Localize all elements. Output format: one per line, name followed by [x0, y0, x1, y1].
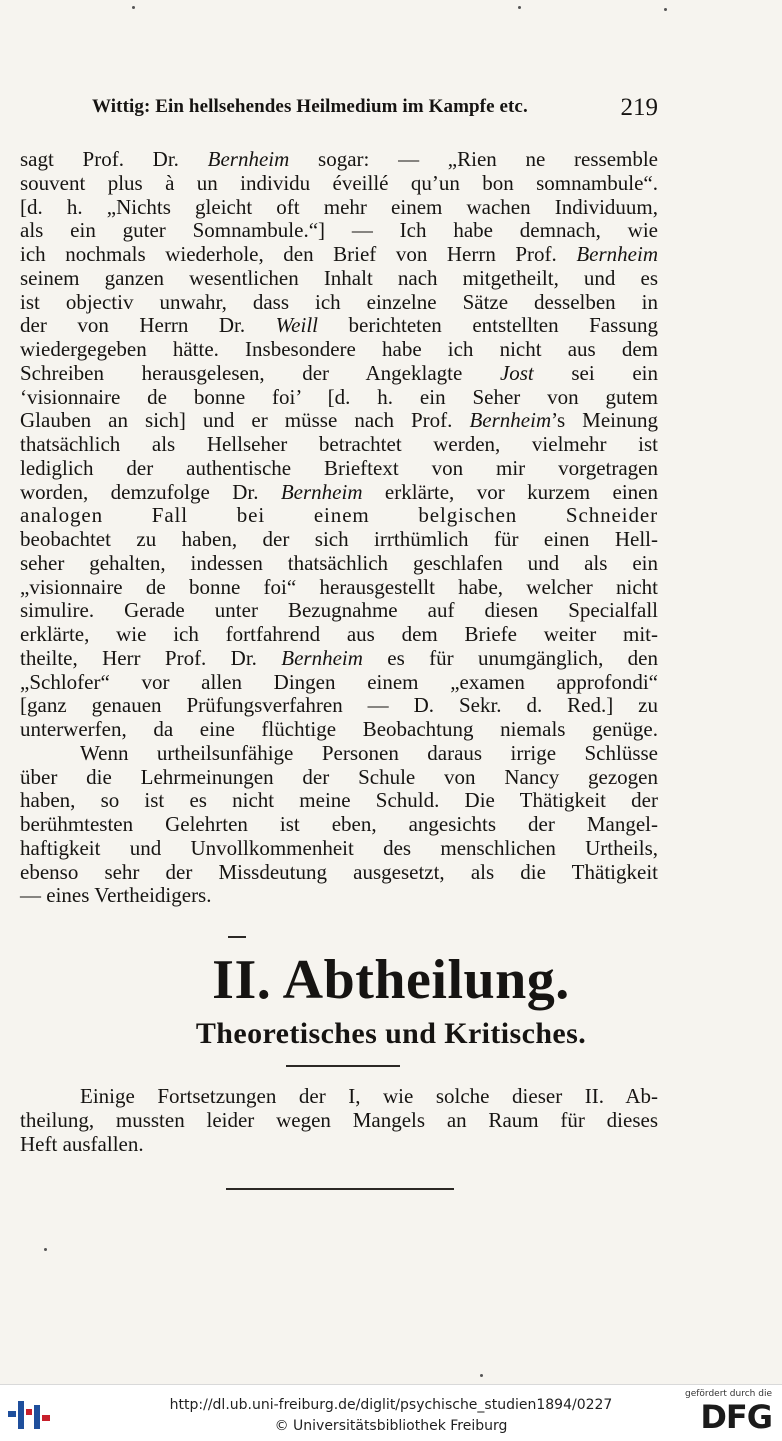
- text-line: [20, 528, 658, 552]
- text-run: als ein guter Somnambule.“] — Ich habe demnach, wie: [20, 218, 658, 243]
- end-rule: [226, 1188, 454, 1190]
- text-line: [20, 813, 658, 837]
- text-line: [20, 1084, 658, 1108]
- running-head: Wittig: Ein hellsehendes Heilmedium im Kampfe etc.: [92, 96, 528, 117]
- section-title: II. Abtheilung.: [212, 949, 570, 1011]
- text-line: [20, 148, 658, 172]
- text-run: thatsächlich als Hellseher betrachtet werden, vielmehr ist: [20, 432, 658, 456]
- text-run: erklärte, wie ich fortfahrend aus dem Briefe weiter mit-: [20, 622, 658, 646]
- scan-speck: [480, 1374, 483, 1377]
- text-run: [ganz genauen Prüfungsverfahren — D. Sekr. d. Red.] zu: [20, 693, 658, 718]
- text-line: [20, 671, 658, 695]
- text-line: [20, 386, 658, 410]
- text-run: ist objectiv unwahr, dass ich einzelne Sätze desselben in: [20, 289, 658, 314]
- text-line: [20, 861, 658, 885]
- text-line: [20, 291, 658, 315]
- text-run: seher gehalten, indessen thatsächlich geschlafen und als ein: [20, 550, 658, 575]
- text-line: [20, 196, 658, 220]
- text-run: haben, so ist es nicht meine Schuld. Die Thätigkeit der: [20, 788, 658, 813]
- text-line: [20, 742, 658, 766]
- text-line: [20, 623, 658, 647]
- text-run: wiedergegeben hätte. Insbesondere habe ich nicht aus dem: [20, 337, 658, 361]
- subtitle-rule: [286, 1065, 400, 1067]
- text-run: simulire. Gerade unter Bezugnahme auf diesen Specialfall: [20, 598, 658, 623]
- funder-logo: [682, 1389, 772, 1437]
- emphasized-name: Bernheim: [469, 408, 552, 433]
- text-line: [20, 837, 658, 861]
- text-run: berühmtesten Gelehrten ist eben, angesichts der Mangel-: [20, 812, 658, 836]
- scan-speck: [664, 8, 667, 11]
- text-run: theilte, Herr Prof. Dr.: [20, 645, 282, 670]
- text-line: [20, 1132, 658, 1156]
- emphasized-name: Bernheim: [576, 242, 658, 266]
- text-line: [20, 552, 658, 576]
- text-run: beobachtet zu haben, der sich irrthümlich für einen Hell-: [20, 527, 658, 551]
- emphasized-name: Bernheim: [280, 479, 363, 504]
- text-run: ’s Meinung: [551, 408, 658, 433]
- text-run: ich nochmals wiederhole, den Brief von Herrn Prof.: [20, 242, 577, 266]
- text-run: souvent plus à un individu éveillé qu’un bon somnambule“.: [20, 170, 658, 195]
- separator-dash: [228, 936, 246, 938]
- text-line: [20, 267, 658, 291]
- emphasized-name: Bernheim: [207, 147, 290, 171]
- scan-speck: [132, 6, 135, 9]
- text-line: [20, 599, 658, 623]
- text-run: erklärte, vor kurzem einen: [362, 479, 658, 504]
- text-line: [20, 576, 658, 600]
- text-run: Wenn urtheilsunfähige Personen daraus irrige Schlüsse: [80, 740, 658, 765]
- text-run: berichteten entstellten Fassung: [318, 313, 658, 338]
- text-run: Glauben an sich] und er müsse nach Prof.: [20, 408, 470, 433]
- text-run: unterwerfen, da eine flüchtige Beobachtung niemals genüge.: [20, 717, 658, 741]
- source-url-link[interactable]: http://dl.ub.uni-freiburg.de/diglit/psychische_studien1894/0227: [169, 1397, 613, 1413]
- text-line: [20, 766, 658, 790]
- text-run: „visionnaire de bonne foi“ herausgestellt habe, welcher nicht: [20, 574, 658, 599]
- text-line: [20, 694, 658, 718]
- text-line: [20, 314, 658, 338]
- text-run: seinem ganzen wesentlichen Inhalt nach mitgetheilt, und es: [20, 265, 658, 290]
- text-run: worden, demzufolge Dr.: [20, 479, 281, 504]
- emphasized-name: Bernheim: [281, 645, 363, 670]
- copyright-notice: © Universitätsbibliothek Freiburg: [274, 1418, 508, 1434]
- text-run: ‘visionnaire de bonne foi’ [d. h. ein Seher von gutem: [20, 384, 658, 409]
- editorial-note: [20, 1084, 658, 1155]
- text-run: der von Herrn Dr.: [20, 313, 276, 338]
- text-line: [20, 433, 658, 457]
- footer-bar: [0, 1384, 782, 1441]
- page-header: [92, 96, 658, 126]
- text-line: [20, 409, 658, 433]
- body-text: [20, 148, 658, 908]
- page-number: 219: [620, 94, 658, 121]
- text-run: analogen Fall bei einem belgischen Schneider: [20, 503, 658, 528]
- text-line: [20, 362, 658, 386]
- text-line: [20, 789, 658, 813]
- text-run: theilung, mussten leider wegen Mangels an Raum für dieses: [20, 1107, 658, 1132]
- text-run: „Schlofer“ vor allen Dingen einem „examen approfondi“: [20, 669, 658, 694]
- emphasized-name: Weill: [275, 313, 318, 338]
- text-line: [20, 504, 658, 528]
- text-line: [20, 457, 658, 481]
- text-line: [20, 172, 658, 196]
- text-line: [20, 338, 658, 362]
- scan-speck: [518, 6, 521, 9]
- text-run: es für unumgänglich, den: [362, 645, 658, 670]
- text-run: lediglich der authentische Brieftext von mir vorgetragen: [20, 455, 658, 480]
- text-run: sei ein: [533, 360, 658, 385]
- text-run: haftigkeit und Unvollkommenheit des menschlichen Urtheils,: [20, 835, 658, 860]
- text-run: sagt Prof. Dr.: [20, 147, 208, 171]
- funder-note: gefördert durch die: [685, 1389, 772, 1399]
- text-line: [20, 718, 658, 742]
- text-run: [d. h. „Nichts gleicht oft mehr einem wachen Individuum,: [20, 194, 658, 219]
- text-run: Schreiben herausgelesen, der Angeklagte: [20, 360, 500, 385]
- text-line: [20, 884, 658, 908]
- text-run: Heft ausfallen.: [20, 1131, 144, 1156]
- text-line: [20, 481, 658, 505]
- text-line: [20, 647, 658, 671]
- emphasized-name: Jost: [499, 360, 534, 385]
- section-subtitle: Theoretisches und Kritisches.: [195, 1017, 587, 1050]
- text-run: über die Lehrmeinungen der Schule von Nancy gezogen: [20, 764, 658, 789]
- funder-logo-mark: DFG: [700, 1398, 772, 1436]
- text-line: [20, 219, 658, 243]
- text-line: [20, 243, 658, 267]
- text-run: ebenso sehr der Missdeutung ausgesetzt, als die Thätigkeit: [20, 859, 658, 884]
- text-run: Einige Fortsetzungen der I, wie solche dieser II. Ab-: [80, 1084, 658, 1108]
- text-line: [20, 1108, 658, 1132]
- text-run: — eines Vertheidigers.: [20, 883, 212, 908]
- scan-speck: [44, 1248, 47, 1251]
- text-run: sogar: — „Rien ne ressemble: [289, 147, 658, 171]
